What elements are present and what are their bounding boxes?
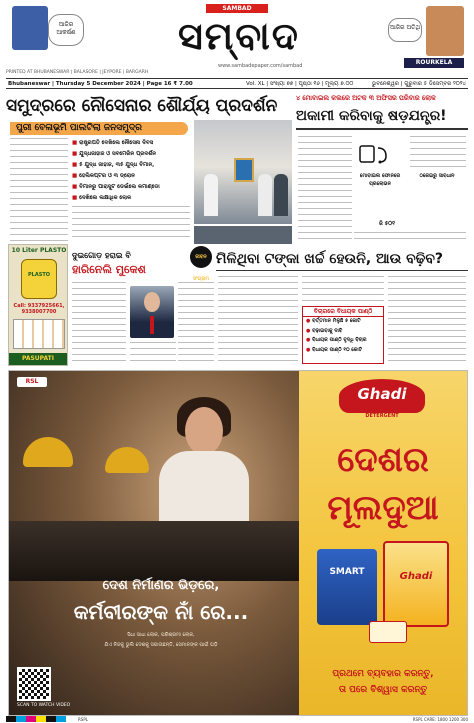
lead-body-col2 [72,206,190,242]
bullet-item: ■ ବିମାନରୁ ପାରାସୁଟ ଡେଇଁଲେ କମାଣ୍ଡୋ [72,182,190,193]
dateline-center: Vol. XL | ସଂଖ୍ୟା ୭୭ | ପୃଷ୍ଠା ୧୬ | ମୂଲ୍ୟ ୭.୦୦ [246,81,354,87]
mla-fund-box [302,306,384,364]
newspaper-logo[interactable]: ସମ୍ବାଦ [178,13,300,58]
ghadi-logo: Ghadi [339,379,425,413]
ad-photo [9,371,299,715]
lead-body-col1 [10,138,68,242]
box-item: ● ବିଧାୟକ ପାଣ୍ଠି ବୃଦ୍ଧି ବିଚାର [303,336,383,346]
right-body-col2 [410,136,466,170]
box-item: ● ବର୍ତ୍ତମାନ ମିଳୁଛି ୫ କୋଟି [303,317,383,327]
masthead [6,4,468,68]
photo-award-frame [234,158,254,182]
soap-bar [369,621,407,643]
bullet-item: ■ ଦେଖିଲେ ଲକ୍ଷାଧିକ ଲୋକ [72,193,190,204]
ad-body-2: ଯିଏ ନିଜକୁ ଭୁଲି ଦେଶକୁ ସଜାଉଛନ୍ତି, ସେମାନଙ୍କ ପାଇଁ ଘଡ଼ି [104,642,218,648]
ghadi-pack [383,541,449,627]
lead-bullets [72,138,190,204]
footer [8,716,468,723]
rspl-logo: RSL [17,377,47,387]
qr-code[interactable] [17,667,51,701]
right-body-col [298,136,352,240]
bullet-item: ■ ୫ ଯୁଦ୍ଧ ଜାହାଜ, ୩୫ ଯୁଦ୍ଧ ବିମାନ, [72,160,190,171]
poultry-image [13,319,65,349]
photo-figure [204,174,218,216]
right-kicker: ୪ ମୋବାଇଲ କଲରେ ଅଟକ ୩ ଅଫିସର ପରିବାର ଲୋକ [296,94,436,102]
qr-label: SCAN TO WATCH VIDEO [17,703,71,708]
phone-hook-icon [358,142,394,166]
navy-day-photo[interactable] [194,120,292,224]
arrow-caption: ଜି ୫୦୧ [379,221,395,227]
photo-face [144,292,160,312]
box-item: ● ବଢ଼ାଇବାକୁ ଦାବି [303,327,383,337]
right-body-col3 [354,232,466,242]
ad-phone[interactable]: Call: 9337925661, 9338007700 [13,303,65,315]
dateline [6,78,468,89]
second-body-col3 [130,342,176,366]
worker-helmet [105,447,149,473]
ghadi-tagline-1: ପ୍ରଥମେ ବ୍ୟବହାର କରନ୍ତୁ, [332,669,434,679]
second-kicker: ଦୁଇଗୋଡ଼ ହରାଇ ବି [72,251,131,260]
pack-label: SMART [329,567,365,577]
ad-title: 10 Liter PLASTO [11,247,67,254]
promo-bubble: ଆଜିର ଆକର୍ଷଣ [48,14,84,46]
footer-right: RSPL CARE: 1800 1200 300 [412,717,468,722]
guest-bubble: ଆଜିର ଅତିଥି [388,18,422,42]
mid-body-col2 [302,276,384,304]
ghadi-logo-sub: DETERGENT [365,413,399,419]
navy-ship-photo[interactable] [194,226,292,244]
right-headline[interactable]: ଅକାମୀ କରିବାକୁ ଷଡ଼ଯନ୍ତ୍ର! [296,108,447,124]
box-item: ● ବିଧାୟକ ପାଣ୍ଠି ୧୦ କୋଟି [303,346,383,356]
second-body-col1 [72,282,126,366]
divider [296,128,468,130]
ghadi-slogan-2: ମୂଲଦୁଆ [327,488,439,528]
machine-shape [9,521,299,581]
ad-body-1: ସିଧା ସାଧା ଲୋକ, ପରିଶ୍ରମୀ ଲୋକ, [127,632,195,638]
smart-pack [317,549,377,625]
pack-label: PLASTO [28,272,50,278]
guest-photo [426,6,464,56]
mukesh-photo[interactable] [130,286,174,338]
ghadi-tagline-2: ତା ପରେ ବିଶ୍ୱାସ କରନ୍ତୁ [338,685,428,695]
box-title: ବିଚାରରେ ବିଧାୟକ ପାଣ୍ଠି [303,307,383,317]
ghadi-panel [299,371,467,715]
photo-tie [150,316,154,334]
dateline-left: Bhubaneswar | Thursday 5 December 2024 | Page 16 ₹ 7.00 [8,81,193,87]
mid-body-col3 [388,276,466,366]
footer-left: RSPL [78,717,88,722]
brand-tag: SAMBAD [206,4,268,13]
story-badge: ଜୀବନ ସଂଗ୍ରାମ [190,246,212,268]
scam-warning-box: ଠକେଇରୁ ସାବଧାନ [419,173,455,179]
worker-helmet [23,437,73,467]
bullet-item: ■ ହେଲିକପ୍ଟର ଓ ୩ ଡ୍ରୋନ [72,171,190,182]
bullet-item: ■ ଯୁଦ୍ଧଜାହାଜ ଓ ସବମେରିନ ପ୍ରଦର୍ଶନ [72,149,190,160]
lead-kicker: ପୁରୀ ବେଳାଭୂମି ପାଲଟିଲା ଜନସମୁଦ୍ର [10,122,188,135]
newspaper-page [6,4,468,722]
city-badge: ROURKELA [404,58,464,68]
printed-at: PRINTED AT BHUBANESWAR | BALASORE | JEYPORE | BARGARH [6,70,149,75]
mid-body-col1 [218,276,298,366]
ad-headline-1: ଦେଶ ନିର୍ମାଣର ଭିଡ଼ରେ, [102,578,220,593]
mid-headline[interactable]: ମିଳିଥିବା ଟଙ୍କା ଖର୍ଚ୍ଚ ହେଉନି, ଆଉ ବଢ଼ିବ? [216,251,444,267]
website-url[interactable]: www.sambadepaper.com/sambad [218,63,303,69]
divider [216,270,468,271]
plasto-ad[interactable] [8,244,68,366]
photo-figure [258,174,272,216]
bullet-item: ■ ରାଷ୍ଟ୍ରପତି ଦେଖିଲେ ନୌସେନା ଦିବସ [72,138,190,149]
left-promo[interactable] [12,6,82,66]
photo-figure [274,174,288,216]
pack-label: Ghadi [399,571,433,582]
second-headline[interactable]: ହାରିନେଲି ମୁକେଶ [72,263,146,276]
right-promo[interactable] [386,6,464,68]
tank-image [21,259,57,299]
ad-headline-2: କର୍ମବୀରଙ୍କ ନାଁ ରେ... [73,600,249,624]
second-body-col2 [178,282,214,366]
promo-photo [12,6,48,50]
scam-info-box: ମୋବାଇଲ ଫୋନରେ ପ୍ରଲୋଭନ [359,173,401,187]
lead-headline[interactable]: ସମୁଦ୍ରରେ ନୌସେନାର ଶୌର୍ଯ୍ୟ ପ୍ରଦର୍ଶନ [6,96,278,116]
ghadi-advertisement[interactable] [8,370,468,716]
dateline-right: ଭୁବନେଶ୍ୱର | ଗୁରୁବାର ୫ ଡିସେମ୍ବର ୨୦୨୪ [371,81,466,87]
ad-brand-footer: PASUPATI [9,353,67,365]
ghadi-slogan-1: ଦେଶର [337,440,429,480]
woman-face [185,407,223,455]
